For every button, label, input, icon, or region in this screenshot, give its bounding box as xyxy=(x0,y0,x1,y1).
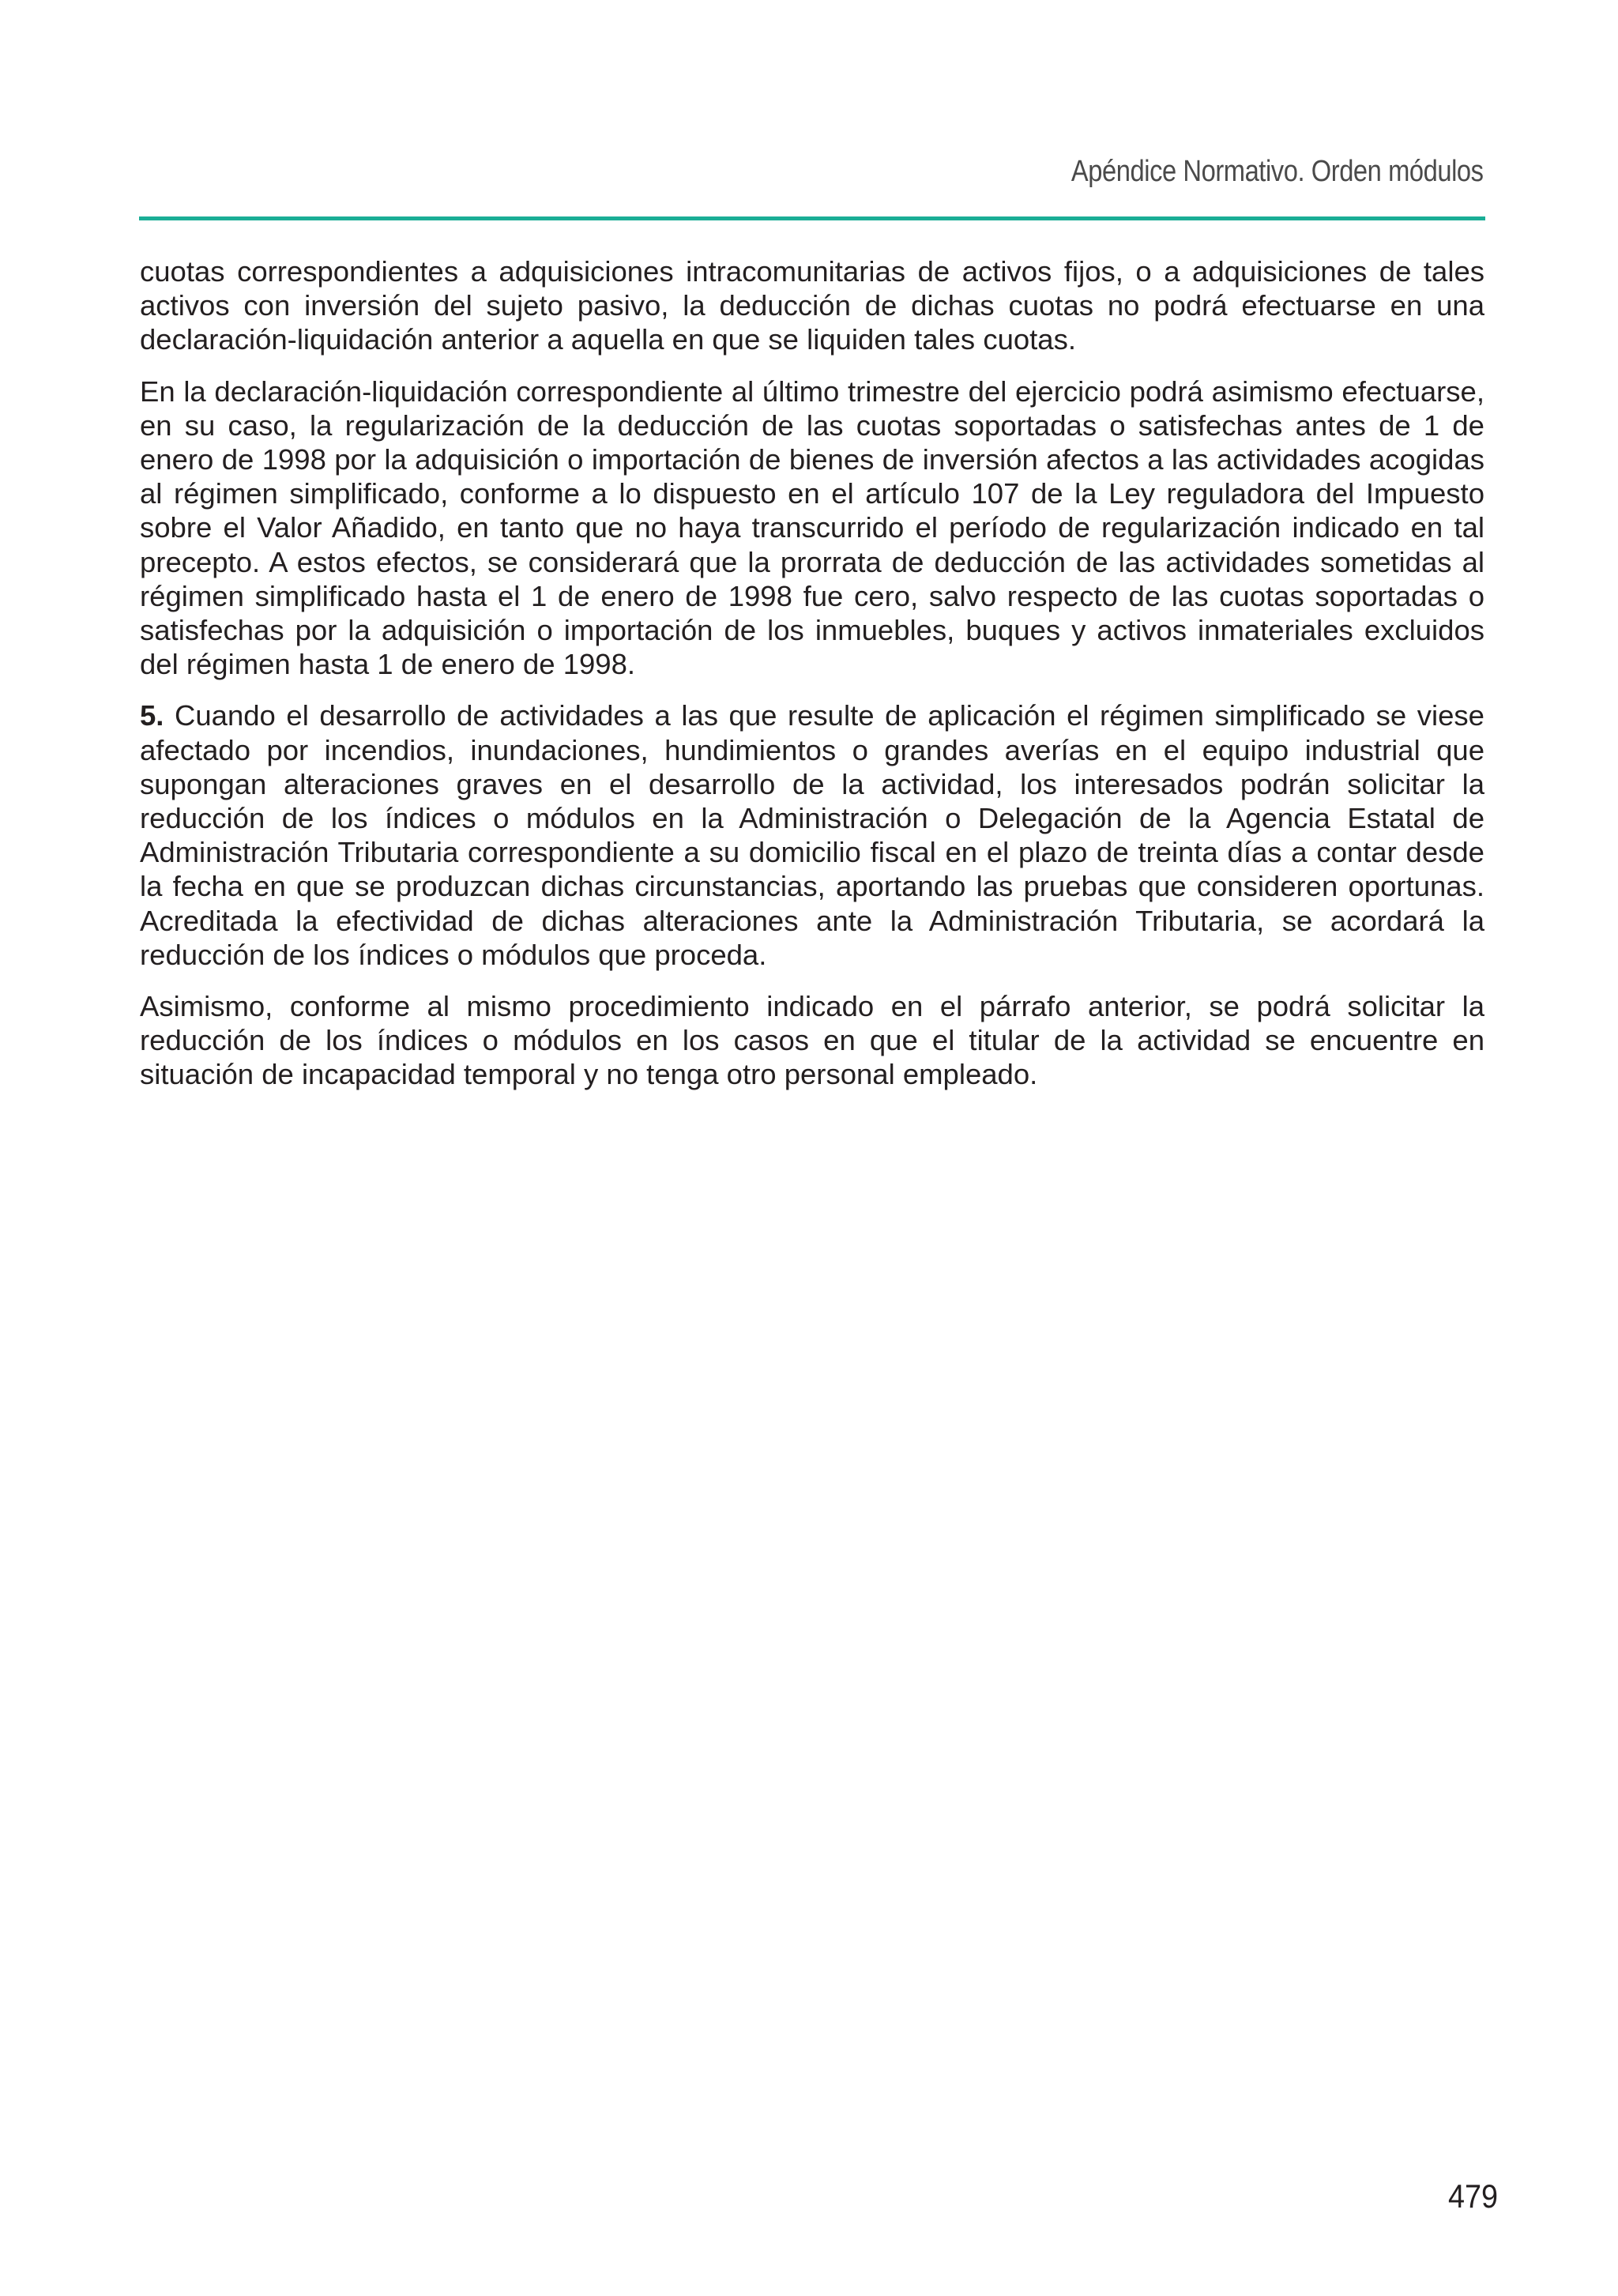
paragraph-text: En la declaración-liquidación correspondiente al último trimestre del ejercicio podrá asimismo efectuarse, en su caso, la regularización de la deducción de las cuotas soportadas o satisfechas antes de 1 de enero de 1998 por la adquisición o importación de bienes de inversión afectos a las actividades acogidas al régimen simplificado, conforme a lo dispuesto en el artículo 107 de la Ley reguladora del Impuesto sobre el Valor Añadido, en tanto que no haya transcurrido el período de regularización indicado en tal precepto. A estos efectos, se considerará que la prorrata de deducción de las actividades sometidas al régimen simplificado hasta el 1 de enero de 1998 fue cero, salvo respecto de las cuotas soportadas o satisfechas por la adquisición o importación de los inmuebles, buques y activos inmateriales excluidos del régimen hasta 1 de enero de 1998. xyxy=(140,375,1484,681)
page-number: 479 xyxy=(1447,2177,1498,2215)
paragraph-continuation xyxy=(140,254,1484,357)
paragraph-text: Asimismo, conforme al mismo procedimiento indicado en el párrafo anterior, se podrá solicitar la reducción de los índices o módulos en los casos en que el titular de la actividad se encuentre en situación de incapacidad temporal y no tenga otro personal empleado. xyxy=(140,990,1484,1091)
paragraph-section-5 xyxy=(140,698,1484,972)
paragraph-regularization xyxy=(140,375,1484,682)
paragraph-text: cuotas correspondientes a adquisiciones intracomunitarias de activos fijos, o a adquisiciones de tales activos con inversión del sujeto pasivo, la deducción de dichas cuotas no podrá efectuarse en una declaración-liquidación anterior a aquella en que se liquiden tales cuotas. xyxy=(140,255,1484,356)
body-text xyxy=(140,254,1484,1109)
paragraph-incapacity xyxy=(140,989,1484,1092)
header-divider xyxy=(139,216,1485,220)
paragraph-text: Cuando el desarrollo de actividades a las que resulte de aplicación el régimen simplificado se viese afectado por incendios, inundaciones, hundimientos o grandes averías en el equipo industrial que supongan alteraciones graves en el desarrollo de la actividad, los interesados podrán solicitar la reducción de los índices o módulos en la Administración o Delegación de la Agencia Estatal de Administración Tributaria correspondiente a su domicilio fiscal en el plazo de treinta días a contar desde la fecha en que se produzcan dichas circunstancias, aportando las pruebas que consideren oportunas. Acreditada la efectividad de dichas alteraciones ante la Administración Tributaria, se acordará la reducción de los índices o módulos que proceda. xyxy=(140,699,1484,971)
paragraph-number: 5. xyxy=(140,699,164,732)
running-header-title: Apéndice Normativo. Orden módulos xyxy=(1071,155,1484,188)
